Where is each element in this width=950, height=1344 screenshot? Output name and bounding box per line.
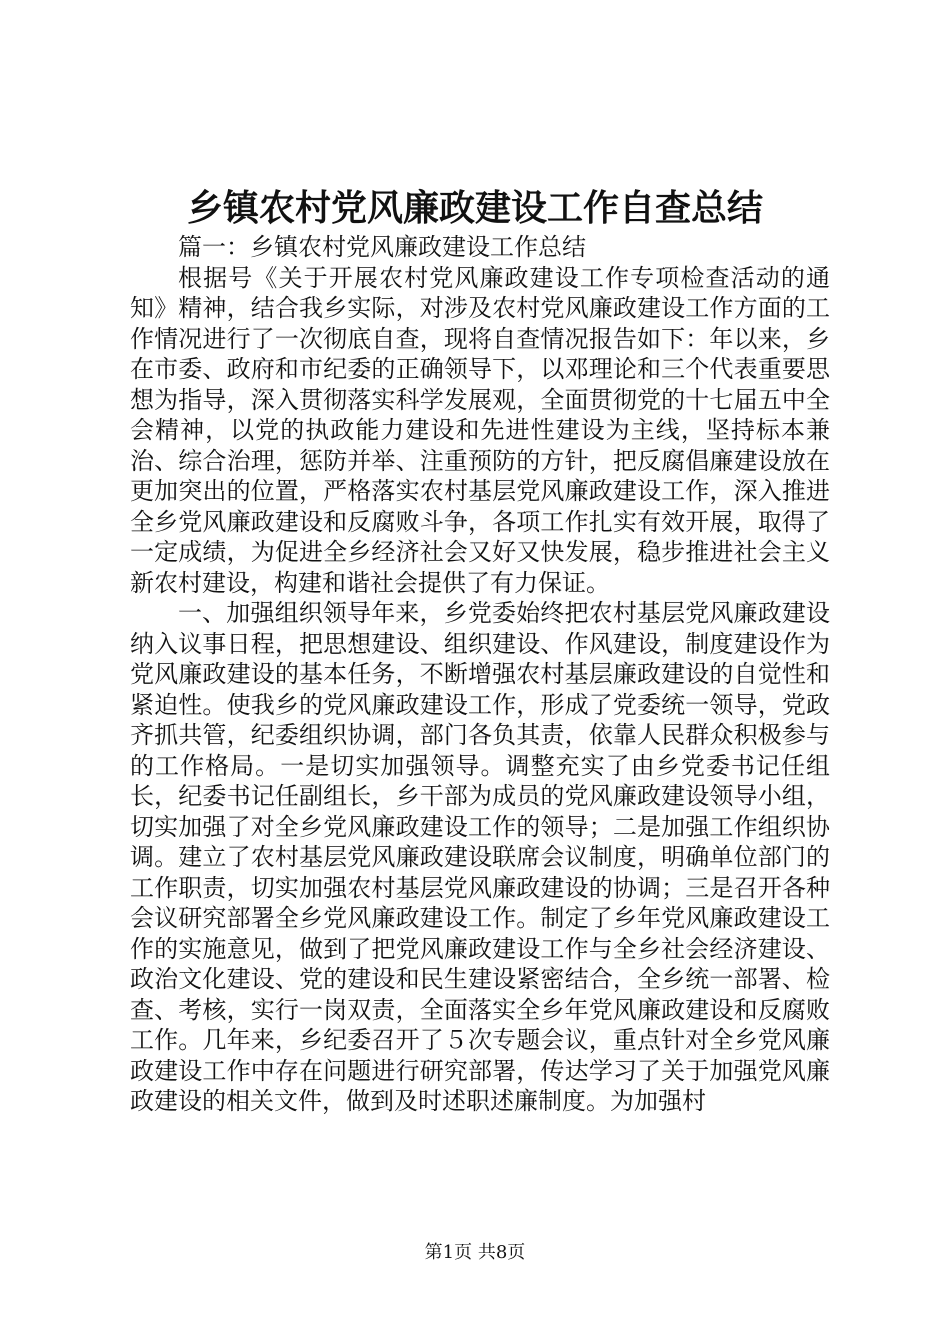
document-title: 乡镇农村党风廉政建设工作自查总结	[186, 187, 763, 229]
document-body	[130, 232, 830, 1117]
body-paragraph: 一、加强组织领导年来，乡党委始终把农村基层党风廉政建设纳入议事日程，把思想建设、组织建设、作风建设，制度建设作为党风廉政建设的基本任务，不断增强农村基层廉政建设的自觉性和紧迫性。使我乡的党风廉政建设工作，形成了党委统一领导，党政齐抓共管，纪委组织协调，部门各负其责，依靠人民群众积极参与的工作格局。一是切实加强领导。调整充实了由乡党委书记任组长，纪委书记任副组长，乡干部为成员的党风廉政建设领导小组，切实加强了对全乡党风廉政建设工作的领导；二是加强工作组织协调。建立了农村基层党风廉政建设联席会议制度，明确单位部门的工作职责，切实加强农村基层党风廉政建设的协调；三是召开各种会议研究部署全乡党风廉政建设工作。制定了乡年党风廉政建设工作的实施意见，做到了把党风廉政建设工作与全乡社会经济建设、政治文化建设、党的建设和民生建设紧密结合，全乡统一部署、检查、考核，实行一岗双责，全面落实全乡年党风廉政建设和反腐败工作。几年来，乡纪委召开了５次专题会议，重点针对全乡党风廉政建设工作中存在问题进行研究部署，传达学习了关于加强党风廉政建设的相关文件，做到及时述职述廉制度。为加强村	[130, 599, 830, 1115]
section-heading: 篇一：乡镇农村党风廉政建设工作总结	[178, 233, 586, 261]
page-number-footer: 第1页 共8页	[424, 1242, 526, 1263]
body-paragraph: 根据号《关于开展农村党风廉政建设工作专项检查活动的通知》精神，结合我乡实际，对涉及农村党风廉政建设工作方面的工作情况进行了一次彻底自查，现将自查情况报告如下：年以来，乡在市委、政府和市纪委的正确领导下，以邓理论和三个代表重要思想为指导，深入贯彻落实科学发展观，全面贯彻党的十七届五中全会精神，以党的执政能力建设和先进性建设为主线，坚持标本兼治、综合治理，惩防并举、注重预防的方针，把反腐倡廉建设放在更加突出的位置，严格落实农村基层党风廉政建设工作，深入推进全乡党风廉政建设和反腐败斗争，各项工作扎实有效开展，取得了一定成绩，为促进全乡经济社会又好又快发展，稳步推进社会主义新农村建设，构建和谐社会提供了有力保证。	[130, 263, 830, 597]
